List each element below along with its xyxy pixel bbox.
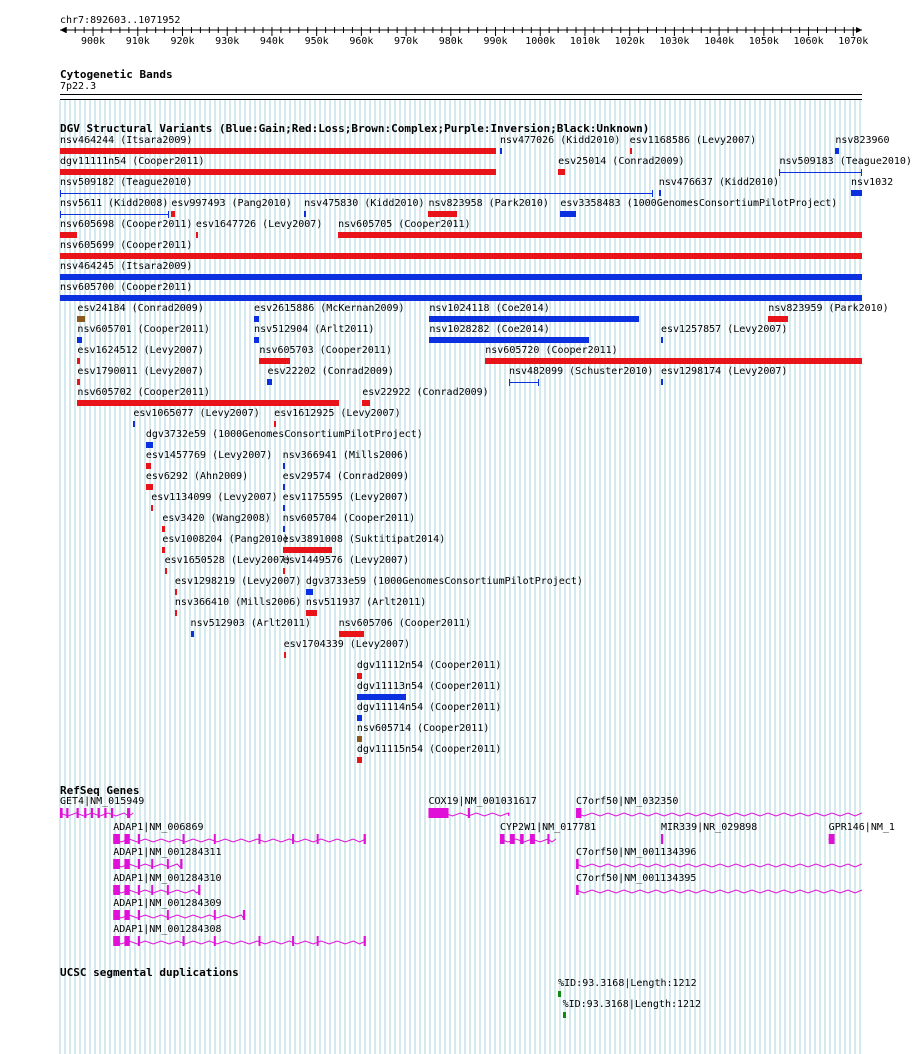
position-label: chr7:892603..1071952: [60, 15, 181, 26]
gene-label[interactable]: ADAP1|NM_001284311: [113, 847, 222, 858]
variant-bar[interactable]: [146, 442, 154, 448]
variant-bar[interactable]: [558, 169, 565, 175]
variant-bar[interactable]: [339, 631, 365, 637]
variant-label[interactable]: esv1298174 (Levy2007): [660, 366, 788, 377]
variant-label[interactable]: esv6292 (Ahn2009): [145, 471, 249, 482]
gene-exon: [124, 936, 129, 946]
variant-bar[interactable]: [338, 232, 862, 238]
gene-model[interactable]: [0, 832, 890, 846]
ruler-tick-label: 910k: [125, 36, 150, 47]
ruler-tick-label: 960k: [349, 36, 374, 47]
variant-label[interactable]: nsv366410 (Mills2006): [174, 597, 302, 608]
variant-bar[interactable]: [146, 484, 154, 490]
variant-label[interactable]: esv1449576 (Levy2007): [282, 555, 410, 566]
segdup-track-title: UCSC segmental duplications: [60, 966, 239, 979]
segdup-bar[interactable]: [563, 1012, 566, 1018]
gene-label[interactable]: C7orf50|NM_001134395: [576, 872, 697, 884]
variant-label[interactable]: dgv11114n54 (Cooper2011): [356, 702, 502, 713]
ruler-tick-label: 1060k: [793, 36, 824, 47]
variant-bar[interactable]: [77, 316, 85, 322]
ruler-tick-label: 900k: [81, 36, 106, 47]
variant-label[interactable]: esv1624512 (Levy2007): [77, 345, 204, 356]
variant-label[interactable]: esv3420 (Wang2008): [162, 513, 271, 524]
gene-exon: [576, 808, 581, 818]
cytoband-label[interactable]: 7p22.3: [60, 81, 97, 92]
variant-label[interactable]: esv1704339 (Levy2007): [283, 639, 410, 650]
ruler-right-arrow: [856, 27, 862, 33]
variant-bar[interactable]: [283, 463, 286, 469]
variant-line-end: [509, 379, 510, 386]
ruler-tick-label: 940k: [259, 36, 284, 47]
variant-bar[interactable]: [283, 484, 286, 490]
gene-intron: [113, 915, 245, 918]
variant-label[interactable]: dgv3733e59 (1000GenomesConsortiumPilotProject): [305, 576, 583, 587]
variant-line-end: [652, 190, 653, 197]
variant-bar[interactable]: [77, 400, 338, 406]
variant-bar[interactable]: [306, 610, 317, 616]
variant-line-end: [60, 211, 61, 218]
variant-label[interactable]: nsv464244 (Itsara2009): [60, 135, 193, 146]
variant-bar[interactable]: [357, 715, 362, 721]
variant-bar[interactable]: [283, 547, 333, 553]
variant-bar[interactable]: [283, 505, 285, 511]
gene-exon: [317, 936, 319, 946]
variant-bar[interactable]: [357, 673, 362, 679]
variant-label[interactable]: nsv512903 (Arlt2011): [190, 618, 311, 629]
variant-label[interactable]: esv1134099 (Levy2007): [151, 492, 278, 503]
gene-label[interactable]: C7orf50|NM_032350: [576, 796, 679, 807]
variant-label[interactable]: esv22922 (Conrad2009): [362, 387, 489, 398]
variant-label[interactable]: esv3358483 (1000GenomesConsortiumPilotProject): [560, 198, 838, 209]
gene-intron: [576, 864, 862, 867]
variant-label[interactable]: dgv11112n54 (Cooper2011): [356, 660, 502, 671]
variant-label[interactable]: esv1168586 (Levy2007): [629, 135, 757, 146]
variant-bar[interactable]: [428, 211, 456, 217]
variant-label[interactable]: nsv482099 (Schuster2010): [508, 366, 654, 377]
refseq-track-title: RefSeq Genes: [60, 784, 140, 797]
dgv-track-title: DGV Structural Variants (Blue:Gain;Red:Loss;Brown:Complex;Purple:Inversion;Black:Unknown): [60, 122, 650, 135]
gene-model[interactable]: [0, 857, 890, 871]
variant-bar[interactable]: [77, 379, 79, 385]
variant-label[interactable]: esv1457769 (Levy2007): [145, 450, 273, 461]
variant-label[interactable]: nsv605702 (Cooper2011): [77, 387, 210, 398]
variant-label[interactable]: nsv823959 (Park2010): [768, 303, 889, 314]
variant-bar[interactable]: [851, 190, 862, 196]
variant-label[interactable]: esv997493 (Pang2010): [171, 198, 292, 209]
variant-label[interactable]: esv1298219 (Levy2007): [174, 576, 302, 587]
variant-bar[interactable]: [768, 316, 788, 322]
gene-label[interactable]: ADAP1|NM_001284308: [113, 923, 222, 935]
segdup-label[interactable]: %ID:93.3168|Length:1212: [562, 999, 702, 1010]
variant-label[interactable]: dgv11113n54 (Cooper2011): [356, 681, 502, 692]
variant-bar[interactable]: [267, 379, 271, 385]
gene-exon: [113, 936, 120, 946]
gene-exon: [214, 936, 216, 946]
gene-label[interactable]: ADAP1|NM_001284310: [113, 872, 222, 884]
variant-label[interactable]: nsv5611 (Kidd2008): [60, 198, 169, 209]
variant-line-end: [779, 169, 780, 176]
variant-line-end: [60, 190, 61, 197]
gene-exon: [138, 936, 140, 946]
variant-bar[interactable]: [60, 295, 862, 301]
ruler-tick-label: 1040k: [704, 36, 735, 47]
gene-label[interactable]: MIR339|NR_029898: [660, 821, 758, 833]
cytoband-line-bottom: [60, 99, 862, 100]
variant-label[interactable]: esv1008204 (Pang2010): [162, 534, 289, 545]
variant-label[interactable]: nsv605701 (Cooper2011): [77, 324, 210, 335]
variant-bar[interactable]: [77, 337, 82, 343]
variant-label[interactable]: nsv605705 (Cooper2011): [338, 219, 471, 230]
variant-label[interactable]: nsv1032: [851, 177, 894, 188]
variant-bar[interactable]: [284, 652, 286, 658]
gene-exon: [259, 936, 261, 946]
variant-label[interactable]: esv22202 (Conrad2009): [267, 366, 394, 377]
variant-label[interactable]: esv2615886 (McKernan2009): [254, 303, 405, 314]
ruler-tick-label: 920k: [170, 36, 195, 47]
variant-bar[interactable]: [133, 421, 135, 427]
ruler-tick-label: 1050k: [748, 36, 779, 47]
variant-bar[interactable]: [485, 358, 862, 364]
gene-label[interactable]: ADAP1|NM_001284309: [113, 898, 222, 909]
variant-label[interactable]: esv1647726 (Levy2007): [195, 219, 323, 230]
gene-intron: [576, 890, 862, 893]
variant-line-end: [538, 379, 539, 386]
gene-label[interactable]: C7orf50|NM_001134396: [576, 847, 697, 858]
variant-label[interactable]: nsv464245 (Itsara2009): [60, 261, 193, 272]
gene-exon: [113, 910, 120, 920]
variant-bar[interactable]: [146, 463, 151, 469]
variant-label[interactable]: esv3891008 (Suktitipat2014): [282, 534, 446, 545]
variant-line-end: [168, 211, 169, 218]
variant-bar[interactable]: [274, 421, 276, 427]
variant-bar[interactable]: [835, 148, 838, 154]
gene-model[interactable]: [0, 883, 890, 897]
ruler-left-arrow: [60, 27, 66, 33]
gene-intron: [113, 941, 366, 944]
variant-label[interactable]: nsv511937 (Arlt2011): [305, 597, 427, 608]
variant-bar[interactable]: [304, 211, 306, 217]
variant-label[interactable]: nsv476637 (Kidd2010): [658, 177, 780, 188]
gene-exon: [214, 910, 216, 920]
variant-label[interactable]: esv1257857 (Levy2007): [660, 324, 788, 335]
ruler-tick-label: 950k: [304, 36, 329, 47]
segdup-bar[interactable]: [558, 991, 561, 997]
variant-label[interactable]: nsv509182 (Teague2010): [60, 177, 193, 188]
variant-bar[interactable]: [77, 358, 79, 364]
variant-bar[interactable]: [254, 316, 259, 322]
variant-bar[interactable]: [60, 274, 862, 280]
variant-label[interactable]: nsv1024118 (Coe2014): [429, 303, 550, 314]
variant-bar[interactable]: [162, 526, 164, 532]
variant-label[interactable]: esv29574 (Conrad2009): [282, 471, 410, 482]
variant-label[interactable]: dgv11111n54 (Cooper2011): [60, 156, 205, 167]
variant-label[interactable]: nsv605698 (Cooper2011): [60, 219, 193, 230]
ruler-tick-label: 980k: [438, 36, 463, 47]
variant-label[interactable]: nsv605703 (Cooper2011): [259, 345, 392, 356]
variant-label[interactable]: esv1175595 (Levy2007): [282, 492, 410, 503]
cytoband-track-title: Cytogenetic Bands: [60, 68, 173, 81]
variant-bar[interactable]: [165, 568, 167, 574]
variant-label[interactable]: dgv3732e59 (1000GenomesConsortiumPilotProject): [145, 429, 423, 440]
variant-bar[interactable]: [162, 547, 164, 553]
gene-exon: [576, 859, 579, 869]
variant-bar[interactable]: [254, 337, 259, 343]
variant-label[interactable]: esv1065077 (Levy2007): [133, 408, 260, 419]
gene-model[interactable]: [0, 806, 890, 820]
variant-label[interactable]: nsv605700 (Cooper2011): [60, 282, 193, 293]
ruler-tick-label: 1010k: [569, 36, 601, 47]
variant-bar[interactable]: [175, 610, 177, 616]
variant-bar[interactable]: [60, 232, 77, 238]
variant-bar[interactable]: [661, 337, 663, 343]
gene-label[interactable]: CYP2W1|NM_017781: [500, 821, 597, 833]
variant-line[interactable]: [60, 214, 169, 215]
gene-model[interactable]: [0, 908, 890, 922]
variant-bar[interactable]: [429, 316, 638, 322]
variant-label[interactable]: nsv605704 (Cooper2011): [282, 513, 416, 524]
ruler-tick-label: 990k: [483, 36, 508, 47]
gene-model[interactable]: [0, 934, 890, 948]
gene-intron: [576, 813, 862, 816]
gene-exon: [292, 936, 294, 946]
ruler-tick-label: 1030k: [659, 36, 690, 47]
variant-label[interactable]: dgv11115n54 (Cooper2011): [356, 744, 502, 755]
variant-label[interactable]: nsv509183 (Teague2010): [779, 156, 912, 167]
gene-label[interactable]: ADAP1|NM_006869: [113, 821, 204, 833]
variant-label[interactable]: nsv823960: [835, 135, 890, 146]
gene-exon: [364, 936, 366, 946]
cytoband-line-top: [60, 94, 862, 95]
gene-label[interactable]: COX19|NM_001031617: [428, 796, 537, 807]
ruler-tick-label: 1020k: [614, 36, 645, 47]
variant-label[interactable]: nsv823958 (Park2010): [428, 198, 549, 209]
gene-exon: [124, 910, 129, 920]
variant-bar[interactable]: [661, 379, 663, 385]
gene-exon: [138, 910, 140, 920]
variant-bar[interactable]: [357, 757, 362, 763]
variant-bar[interactable]: [171, 211, 175, 217]
variant-label[interactable]: nsv512904 (Arlt2011): [254, 324, 375, 335]
variant-label[interactable]: nsv605699 (Cooper2011): [60, 240, 193, 251]
ruler-tick-label: 1000k: [525, 36, 556, 47]
ruler-tick-label: 930k: [215, 36, 240, 47]
gene-label[interactable]: GET4|NM_015949: [60, 796, 145, 807]
variant-label[interactable]: esv1650528 (Levy2007): [164, 555, 292, 566]
variant-bar[interactable]: [60, 253, 862, 259]
variant-label[interactable]: nsv366941 (Mills2006): [282, 450, 410, 461]
ruler-tick-label: 970k: [394, 36, 419, 47]
variant-label[interactable]: esv1612925 (Levy2007): [274, 408, 401, 419]
gene-exon: [243, 910, 245, 920]
gene-exon: [183, 936, 185, 946]
variant-label[interactable]: esv1790011 (Levy2007): [77, 366, 204, 377]
variant-bar[interactable]: [357, 736, 362, 742]
gene-exon: [167, 910, 169, 920]
variant-bar[interactable]: [560, 211, 576, 217]
variant-label[interactable]: nsv475830 (Kidd2010): [304, 198, 425, 209]
segdup-label[interactable]: %ID:93.3168|Length:1212: [558, 978, 697, 989]
variant-line[interactable]: [60, 193, 653, 194]
variant-line[interactable]: [509, 382, 539, 383]
variant-label[interactable]: esv25014 (Conrad2009): [558, 156, 685, 167]
variant-bar[interactable]: [60, 169, 496, 175]
variant-line[interactable]: [779, 172, 862, 173]
variant-bar[interactable]: [283, 568, 285, 574]
variant-label[interactable]: nsv605714 (Cooper2011): [356, 723, 490, 734]
ruler[interactable]: [0, 22, 890, 72]
variant-bar[interactable]: [306, 589, 313, 595]
variant-label[interactable]: nsv605720 (Cooper2011): [485, 345, 618, 356]
variant-bar[interactable]: [500, 148, 502, 154]
variant-bar[interactable]: [60, 148, 496, 154]
variant-bar[interactable]: [259, 358, 289, 364]
variant-bar[interactable]: [362, 400, 370, 406]
variant-bar[interactable]: [429, 337, 589, 343]
variant-label[interactable]: nsv477026 (Kidd2010): [500, 135, 621, 146]
variant-bar[interactable]: [659, 190, 661, 196]
variant-bar[interactable]: [196, 232, 198, 238]
variant-label[interactable]: nsv1028282 (Coe2014): [429, 324, 550, 335]
variant-line-end: [861, 169, 862, 176]
gene-exon: [829, 834, 835, 844]
variant-bar[interactable]: [191, 631, 195, 637]
variant-label[interactable]: esv24184 (Conrad2009): [77, 303, 204, 314]
gene-label[interactable]: GPR146|NM_1: [828, 821, 895, 833]
variant-bar[interactable]: [283, 526, 286, 532]
variant-bar[interactable]: [151, 505, 153, 511]
variant-label[interactable]: nsv605706 (Cooper2011): [338, 618, 472, 629]
variant-bar[interactable]: [630, 148, 632, 154]
gene-exon: [576, 885, 579, 895]
variant-bar[interactable]: [175, 589, 177, 595]
variant-bar[interactable]: [357, 694, 406, 700]
ruler-tick-label: 1070k: [838, 36, 869, 47]
